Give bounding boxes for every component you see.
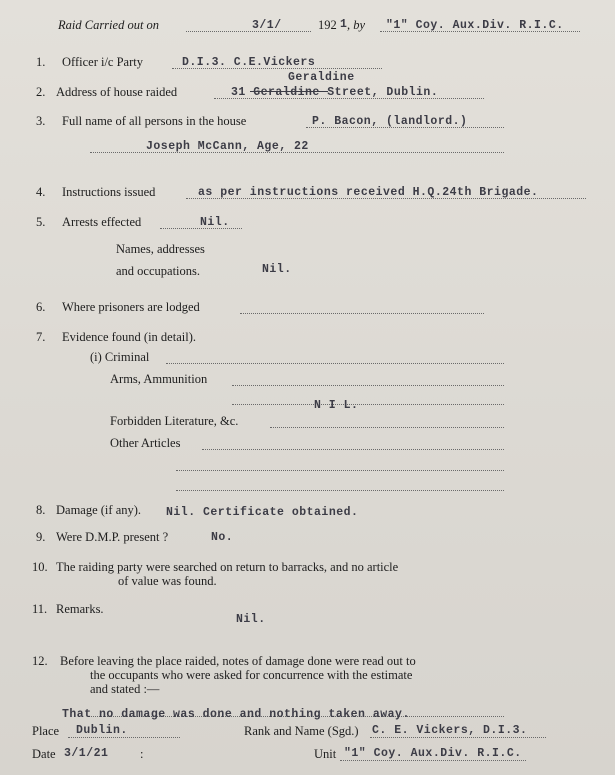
field-4-number: 4. — [36, 185, 46, 199]
field-6-number: 6. — [36, 300, 46, 314]
date-value: 3/1/21 — [64, 747, 109, 760]
dmp-label: Were D.M.P. present ? — [56, 530, 169, 544]
dotted-line — [202, 449, 504, 450]
field-9-number: 9. — [36, 530, 46, 544]
address-value: 31 Geraldine Street, Dublin. — [231, 86, 439, 99]
arrests-sub-names: Names, addresses — [116, 242, 205, 256]
header-date: 3/1/ — [252, 19, 282, 32]
leaving-line-1: Before leaving the place raided, notes of damage done were read out to — [60, 654, 416, 668]
evidence-literature: Forbidden Literature, &c. — [110, 414, 239, 428]
header-year-suffix: 1 — [340, 18, 348, 31]
dotted-line — [270, 427, 504, 428]
remarks-value: Nil. — [236, 613, 266, 626]
field-5-number: 5. — [36, 215, 46, 229]
dotted-line — [232, 404, 504, 405]
evidence-nil: N I L. — [314, 399, 359, 412]
evidence-arms: Arms, Ammunition — [110, 372, 208, 386]
arrests-sub-occupations: and occupations. — [116, 264, 201, 278]
remarks-label: Remarks. — [56, 602, 104, 616]
dotted-line — [232, 385, 504, 386]
damage-label: Damage (if any). — [56, 503, 142, 517]
address-correction: Geraldine — [288, 71, 355, 84]
instructions-value: as per instructions received H.Q.24th Brigade. — [198, 186, 539, 199]
leaving-statement: That no damage was done and nothing taken away. — [62, 708, 410, 721]
names-value: Nil. — [262, 263, 292, 276]
field-7-number: 7. — [36, 330, 46, 344]
searched-line-1: The raiding party were searched on return to barracks, and no article — [56, 560, 399, 574]
field-1-number: 1. — [36, 55, 46, 69]
instructions-label: Instructions issued — [62, 185, 156, 199]
field-2-number: 2. — [36, 85, 46, 99]
arrests-value: Nil. — [200, 216, 230, 229]
prisoners-label: Where prisoners are lodged — [62, 300, 200, 314]
officer-label: Officer i/c Party — [62, 55, 143, 69]
persons-label: Full name of all persons in the house — [62, 114, 247, 128]
persons-value-2: Joseph McCann, Age, 22 — [146, 140, 309, 153]
evidence-other: Other Articles — [110, 436, 181, 450]
arrests-label: Arrests effected — [62, 215, 142, 229]
damage-value: Nil. Certificate obtained. — [166, 506, 359, 519]
header-unit: "1" Coy. Aux.Div. R.I.C. — [386, 19, 564, 32]
strikethrough-mark — [250, 91, 328, 92]
header-by: , by — [347, 18, 366, 32]
dotted-line — [176, 490, 504, 491]
dotted-line — [176, 470, 504, 471]
dotted-line — [166, 363, 504, 364]
leaving-line-3: and stated :— — [90, 682, 160, 696]
field-8-number: 8. — [36, 503, 46, 517]
dmp-value: No. — [211, 531, 234, 544]
header-prefix: Raid Carried out on — [58, 18, 160, 32]
field-11-number: 11. — [32, 602, 48, 616]
dotted-line — [186, 31, 311, 32]
searched-line-2: of value was found. — [118, 574, 217, 588]
dotted-line — [240, 313, 484, 314]
field-12-number: 12. — [32, 654, 48, 668]
date-label: Date — [32, 747, 56, 761]
place-label: Place — [32, 724, 60, 738]
address-label: Address of house raided — [56, 85, 178, 99]
persons-value-1: P. Bacon, (landlord.) — [312, 115, 468, 128]
rank-value: C. E. Vickers, D.I.3. — [372, 724, 528, 737]
unit-label: Unit — [314, 747, 337, 761]
leaving-line-2: the occupants who were asked for concurrence with the estimate — [90, 668, 413, 682]
date-colon: : — [140, 747, 144, 761]
evidence-criminal: (i) Criminal — [90, 350, 150, 364]
evidence-label: Evidence found (in detail). — [62, 330, 196, 344]
field-3-number: 3. — [36, 114, 46, 128]
field-10-number: 10. — [32, 560, 48, 574]
officer-value: D.I.3. C.E.Vickers — [182, 56, 316, 69]
unit-value: "1" Coy. Aux.Div. R.I.C. — [344, 747, 522, 760]
place-value: Dublin. — [76, 724, 128, 737]
header-year-prefix: 192 — [318, 18, 337, 32]
rank-label: Rank and Name (Sgd.) — [244, 724, 359, 738]
